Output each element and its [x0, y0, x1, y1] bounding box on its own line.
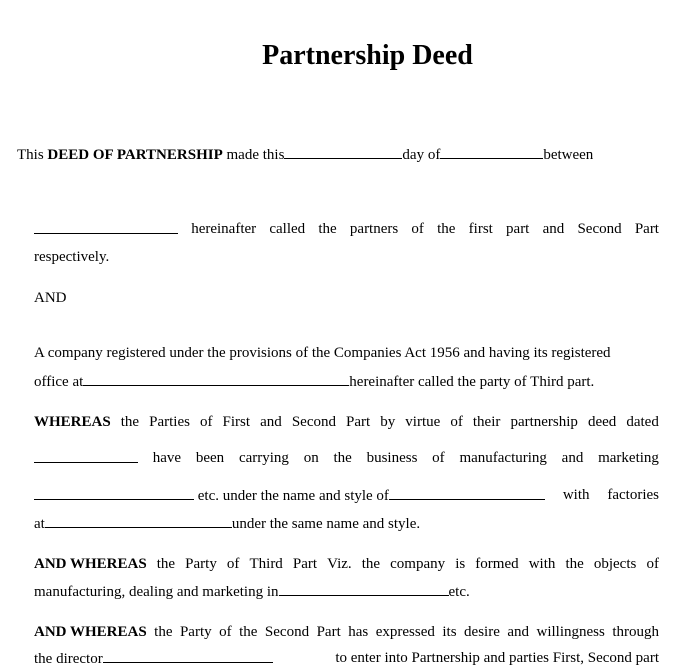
company-line-2 [34, 371, 594, 392]
word: has [348, 624, 369, 640]
word: and [260, 414, 282, 430]
word: first [468, 221, 493, 237]
products-blank[interactable] [34, 485, 194, 500]
word: Viz. [327, 556, 352, 572]
word: partners [349, 221, 399, 237]
word: expressed [375, 624, 435, 640]
word: company [390, 556, 446, 572]
word: through [612, 624, 659, 640]
director-name-blank[interactable] [103, 648, 273, 663]
word: desire [464, 624, 500, 640]
word: carrying [238, 450, 289, 466]
and-whereas-heading: AND WHEREAS [34, 556, 147, 572]
word: the [318, 221, 337, 237]
word: with [528, 556, 556, 572]
company-line-1: A company registered under the provisions of the Companies Act 1956 and having its registered [34, 345, 611, 361]
word: been [195, 450, 225, 466]
name-style-text: etc. under the name and style of [197, 488, 389, 504]
dealing-products-blank[interactable] [279, 581, 449, 596]
word: Part [316, 624, 341, 640]
firm-name-blank[interactable] [389, 485, 545, 500]
document-title: Partnership Deed [262, 40, 473, 71]
word: willingness [536, 624, 605, 640]
word: have [152, 450, 182, 466]
whereas-heading: WHEREAS [34, 414, 111, 430]
enter-partnership-text: to enter into Partnership and parties First, Second part [335, 650, 659, 666]
word: of [411, 221, 424, 237]
partners-line-2: respectively. [34, 249, 110, 265]
word: manufacturing [459, 450, 547, 466]
word: First [222, 414, 251, 430]
etc-text: etc. [448, 584, 470, 600]
whereas3-line-2 [34, 648, 659, 669]
whereas1-line-2 [34, 448, 659, 468]
word: by [380, 414, 396, 430]
word: of [219, 624, 232, 640]
at-text: at [34, 516, 45, 532]
deed-date-blank[interactable] [34, 448, 138, 463]
word: with [562, 487, 590, 503]
word: called [269, 221, 306, 237]
word: the [239, 624, 258, 640]
word: Second [264, 624, 310, 640]
word: business [366, 450, 418, 466]
dealing-text: manufacturing, dealing and marketing in [34, 584, 279, 600]
factory-location-blank[interactable] [45, 513, 232, 528]
word: the [437, 221, 456, 237]
word: and [561, 450, 584, 466]
word: part [506, 221, 530, 237]
word: of [199, 414, 213, 430]
word: the [565, 556, 584, 572]
word: hereinafter [191, 221, 257, 237]
word: Part [346, 414, 371, 430]
third-party-text: hereinafter called the party of Third part. [349, 374, 595, 390]
word: of [646, 556, 659, 572]
word: Second [291, 414, 336, 430]
intro-between: between [543, 147, 594, 163]
whereas2-line-2 [34, 581, 470, 602]
word: Third [249, 556, 283, 572]
word: Parties [149, 414, 190, 430]
word: deed [587, 414, 617, 430]
word: of [450, 414, 463, 430]
word: dated [626, 414, 659, 430]
word: the [333, 450, 352, 466]
word: Party [185, 556, 217, 572]
word: is [455, 556, 466, 572]
word: the [154, 624, 173, 640]
word: and [507, 624, 530, 640]
word: of [432, 450, 445, 466]
intro-prefix: This [17, 147, 48, 163]
word: Part [634, 221, 659, 237]
whereas2-line-1 [34, 554, 659, 574]
and-whereas-heading: AND WHEREAS [34, 624, 147, 640]
word: Part [292, 556, 318, 572]
whereas3-line-1 [34, 622, 659, 642]
word: objects [593, 556, 637, 572]
word: partnership [510, 414, 578, 430]
word: the [361, 556, 381, 572]
word: marketing [598, 450, 659, 466]
and-label: AND [34, 290, 67, 306]
word: factories [607, 487, 659, 503]
word: formed [475, 556, 519, 572]
word: the [156, 556, 176, 572]
intro-bold-heading: DEED OF PARTNERSHIP [47, 147, 223, 163]
same-name-text: under the same name and style. [231, 516, 421, 532]
date-blank[interactable] [284, 144, 402, 159]
intro-day-of: day of [402, 147, 441, 163]
partners-line-1 [34, 219, 659, 239]
office-address-blank[interactable] [83, 371, 349, 386]
whereas1-line-4 [34, 513, 420, 534]
word: on [303, 450, 319, 466]
whereas1-line-1 [34, 412, 659, 432]
word: virtue [405, 414, 441, 430]
month-blank[interactable] [440, 144, 543, 159]
director-text: the director [34, 651, 103, 667]
word: of [226, 556, 240, 572]
intro-made: made this [222, 147, 285, 163]
partner-names-blank[interactable] [34, 219, 178, 234]
word: their [472, 414, 501, 430]
office-at-text: office at [34, 374, 84, 390]
intro-line [17, 144, 593, 165]
word: the [120, 414, 140, 430]
word: and [542, 221, 565, 237]
word: its [442, 624, 457, 640]
word: Party [179, 624, 212, 640]
word: Second [577, 221, 622, 237]
whereas1-line-3 [34, 485, 659, 506]
